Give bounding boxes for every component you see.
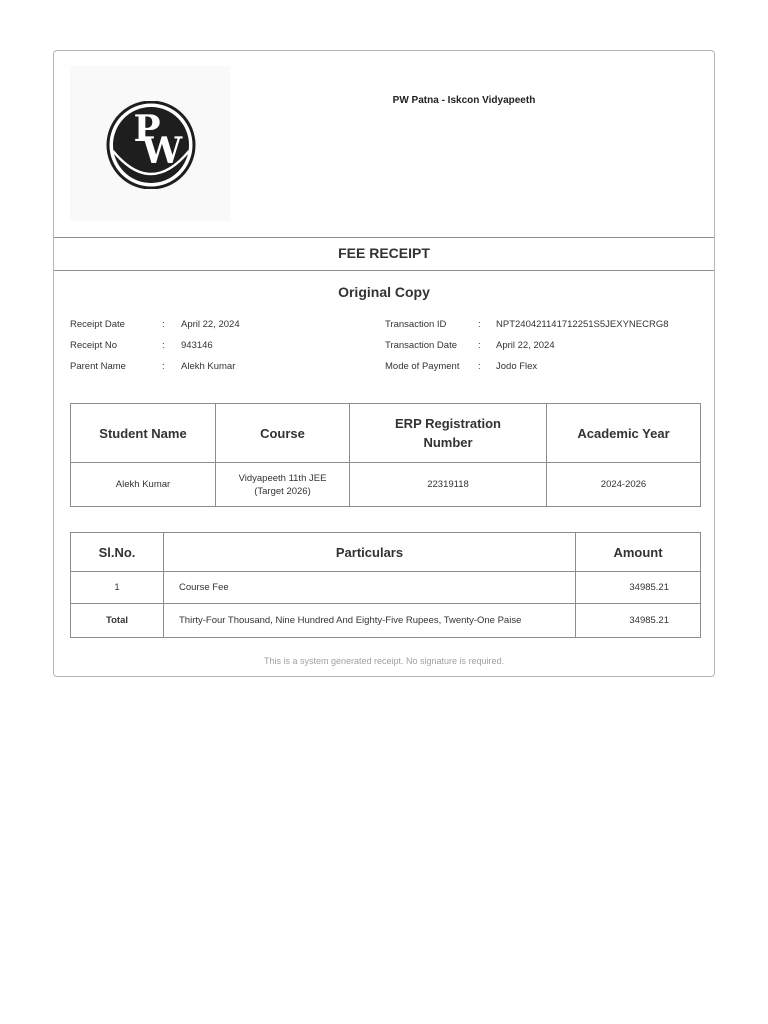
info-label: Receipt Date [70, 319, 125, 330]
info-colon: : [162, 340, 165, 351]
info-colon: : [478, 361, 481, 372]
course-cell: Vidyapeeth 11th JEE (Target 2026) [216, 463, 350, 507]
total-label: Total [71, 604, 164, 638]
table-row [71, 572, 701, 604]
info-label: Transaction ID [385, 319, 447, 330]
amount-cell: 34985.21 [576, 572, 701, 604]
institute-name: PW Patna - Iskcon Vidyapeeth [392, 95, 536, 106]
receipt-header [54, 51, 714, 238]
particulars-cell: Course Fee [164, 572, 576, 604]
total-in-words: Thirty-Four Thousand, Nine Hundred And Eighty-Five Rupees, Twenty-One Paise [164, 604, 576, 638]
info-label: Mode of Payment [385, 361, 460, 372]
column-header-student-name: Student Name [71, 404, 216, 463]
info-value: Jodo Flex [496, 361, 538, 372]
info-colon: : [162, 319, 165, 330]
info-label: Parent Name [70, 361, 126, 372]
info-value: Alekh Kumar [181, 361, 236, 372]
info-colon: : [162, 361, 165, 372]
info-label: Transaction Date [385, 340, 457, 351]
column-header-course: Course [216, 404, 350, 463]
column-header-amount: Amount [576, 533, 701, 572]
footer-note: This is a system generated receipt. No signature is required. [263, 656, 505, 666]
pw-logo-icon [106, 101, 196, 189]
info-value: NPT240421141712251S5JEXYNECRG8 [496, 319, 669, 330]
erp-number-cell: 22319118 [350, 463, 547, 507]
student-details-table [70, 403, 701, 507]
logo-container [70, 66, 230, 221]
academic-year-cell: 2024-2026 [547, 463, 701, 507]
student-name-cell: Alekh Kumar [71, 463, 216, 507]
total-amount: 34985.21 [576, 604, 701, 638]
info-colon: : [478, 340, 481, 351]
column-header-academic-year: Academic Year [547, 404, 701, 463]
receipt-title: FEE RECEIPT [54, 237, 714, 271]
fee-receipt [53, 50, 715, 677]
svg-text:PW: P W [133, 108, 177, 172]
fee-details-table [70, 532, 701, 638]
column-header-particulars: Particulars [164, 533, 576, 572]
copy-type: Original Copy [338, 284, 430, 300]
sl-no-cell: 1 [71, 572, 164, 604]
info-value: April 22, 2024 [181, 319, 240, 330]
info-value: April 22, 2024 [496, 340, 555, 351]
info-label: Receipt No [70, 340, 117, 351]
table-header-row [71, 533, 701, 572]
total-row [71, 604, 701, 638]
info-colon: : [478, 319, 481, 330]
column-header-sl-no: Sl.No. [71, 533, 164, 572]
column-header-erp-number: ERP Registration Number [350, 404, 547, 463]
table-header-row [71, 404, 701, 463]
info-value: 943146 [181, 340, 213, 351]
table-row [71, 463, 701, 507]
